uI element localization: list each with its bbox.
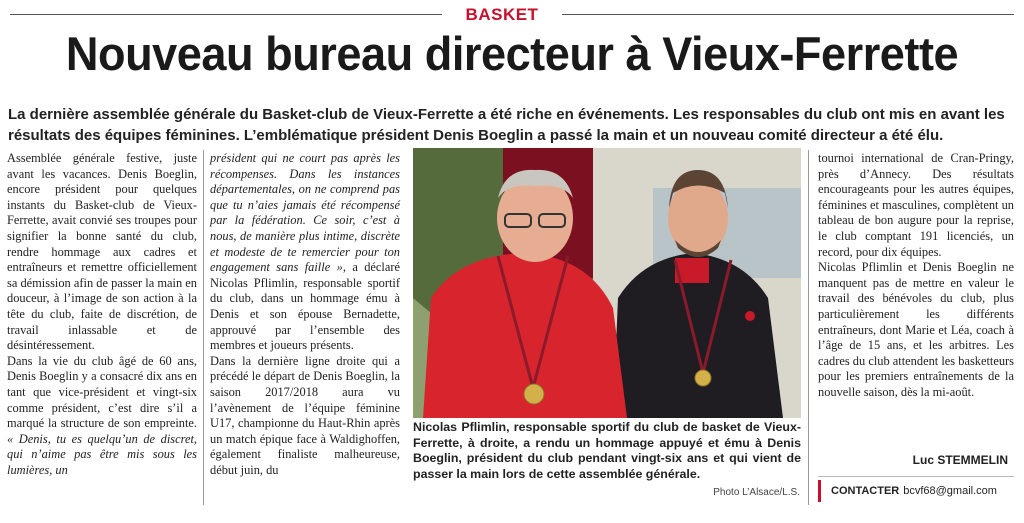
lede-paragraph: La dernière assemblée générale du Basket-club de Vieux-Ferrette a été riche en événements. Les responsables du club ont mis en avant les résultats des équipes féminines. L’emblématique président Denis Boeglin a passé la main et un nouveau comité directeur a été élu. bbox=[8, 106, 1005, 144]
column1-quote-start: « Denis, tu es quelqu’un de discret, qui n’aime pas être mis sous les lumières, un bbox=[7, 431, 197, 477]
article-column-1 bbox=[7, 151, 197, 478]
column2-paragraph-2: Dans la dernière ligne droite qui a précédé le départ de Denis Boeglin, la saison 2017/2018 aura vu l’avènement de l’équipe féminine U17, championne du Haut-Rhin après un match épique face à Waldighoffen, également finaliste malheureuse, début juin, du bbox=[210, 353, 400, 477]
column-rule-1 bbox=[203, 150, 204, 505]
rubric-rule-left bbox=[10, 14, 442, 15]
column-rule-2 bbox=[808, 150, 809, 505]
contact-label: CONTACTER bbox=[831, 485, 900, 497]
photo-credit: Photo L’Alsace/L.S. bbox=[713, 487, 800, 498]
photo-caption: Nicolas Pflimlin, responsable sportif du club de basket de Vieux-Ferrette, à droite, a rendu un hommage appuyé et ému à Denis Boeglin, président du club pendant vingt-six ans et qui vient de passer la main lors de cette assemblée générale. bbox=[413, 420, 801, 481]
section-rubric: BASKET bbox=[465, 5, 539, 24]
column2-quote: président qui ne court pas après les récompenses. Dans les instances départementales, on ne comprend pas que tu n’aies jamais été récompensé par la fédération. Ce soir, c’est à nous, de manière plus intime, discrète et modeste de te remercier pour ton engagement sans faille » bbox=[210, 151, 400, 275]
contact-divider bbox=[818, 476, 1014, 477]
column1-paragraph-1: Assemblée générale festive, juste avant les vacances. Denis Boeglin, encore président pour quelques instants du Basket-club de Vieux-Ferrette, avait convié ses troupes pour signifier la bonne santé du club, rendre hommage aux cadres et entraîneurs et remettre officiellement sa démission afin de passer la main en douceur, à l’image de son action à la tête du club, faite de discrétion, de travail inlassable et de désintéressement. bbox=[7, 151, 197, 353]
column2-quote-attribution: , a déclaré Nicolas Pflimlin, responsable sportif du club, dans un hommage ému à Denis et son épouse Bernadette, approuvé par l’ensemble des membres et joueurs présents. bbox=[210, 260, 400, 353]
article-column-2 bbox=[210, 151, 400, 478]
article-column-3 bbox=[818, 151, 1014, 401]
headline: Nouveau bureau directeur à Vieux-Ferrette bbox=[65, 27, 959, 80]
column2-paragraph-1 bbox=[210, 151, 400, 354]
contact-email[interactable]: bcvf68@gmail.com bbox=[903, 485, 997, 497]
column1-paragraph-2 bbox=[7, 354, 197, 479]
column1-paragraph-2-text: Dans la vie du club âgé de 60 ans, Denis Boeglin y a consacré dix ans en tant que vice-président et vingt-six comme président, c’est dire s’il a marqué la structure de son empreinte. bbox=[7, 353, 197, 431]
author-signature: Luc STEMMELIN bbox=[912, 453, 1008, 467]
rubric-rule-right bbox=[562, 14, 1014, 15]
column3-paragraph-1: tournoi international de Cran-Pringy, près d’Annecy. Des résultats encourageants pour les autres équipes, féminines et masculines, complètent un tableau de bon augure pour la reprise, le club comptant 191 licenciés, un record, pour dix équipes. bbox=[818, 151, 1014, 259]
column3-paragraph-2: Nicolas Pflimlin et Denis Boeglin ne manquent pas de mettre en valeur le travail des bénévoles du club, plus particulièrement les différents entraîneurs, dont Marie et Léa, coach à l’âge de 15 ans, et les arbitres. Les cadres du club attendent les basketteurs pour les premiers entraînements de la nouvelle saison, dès la mi-août. bbox=[818, 260, 1014, 399]
article-photo bbox=[413, 148, 801, 418]
contact-box bbox=[818, 480, 1014, 502]
photo-illustration bbox=[413, 148, 801, 418]
